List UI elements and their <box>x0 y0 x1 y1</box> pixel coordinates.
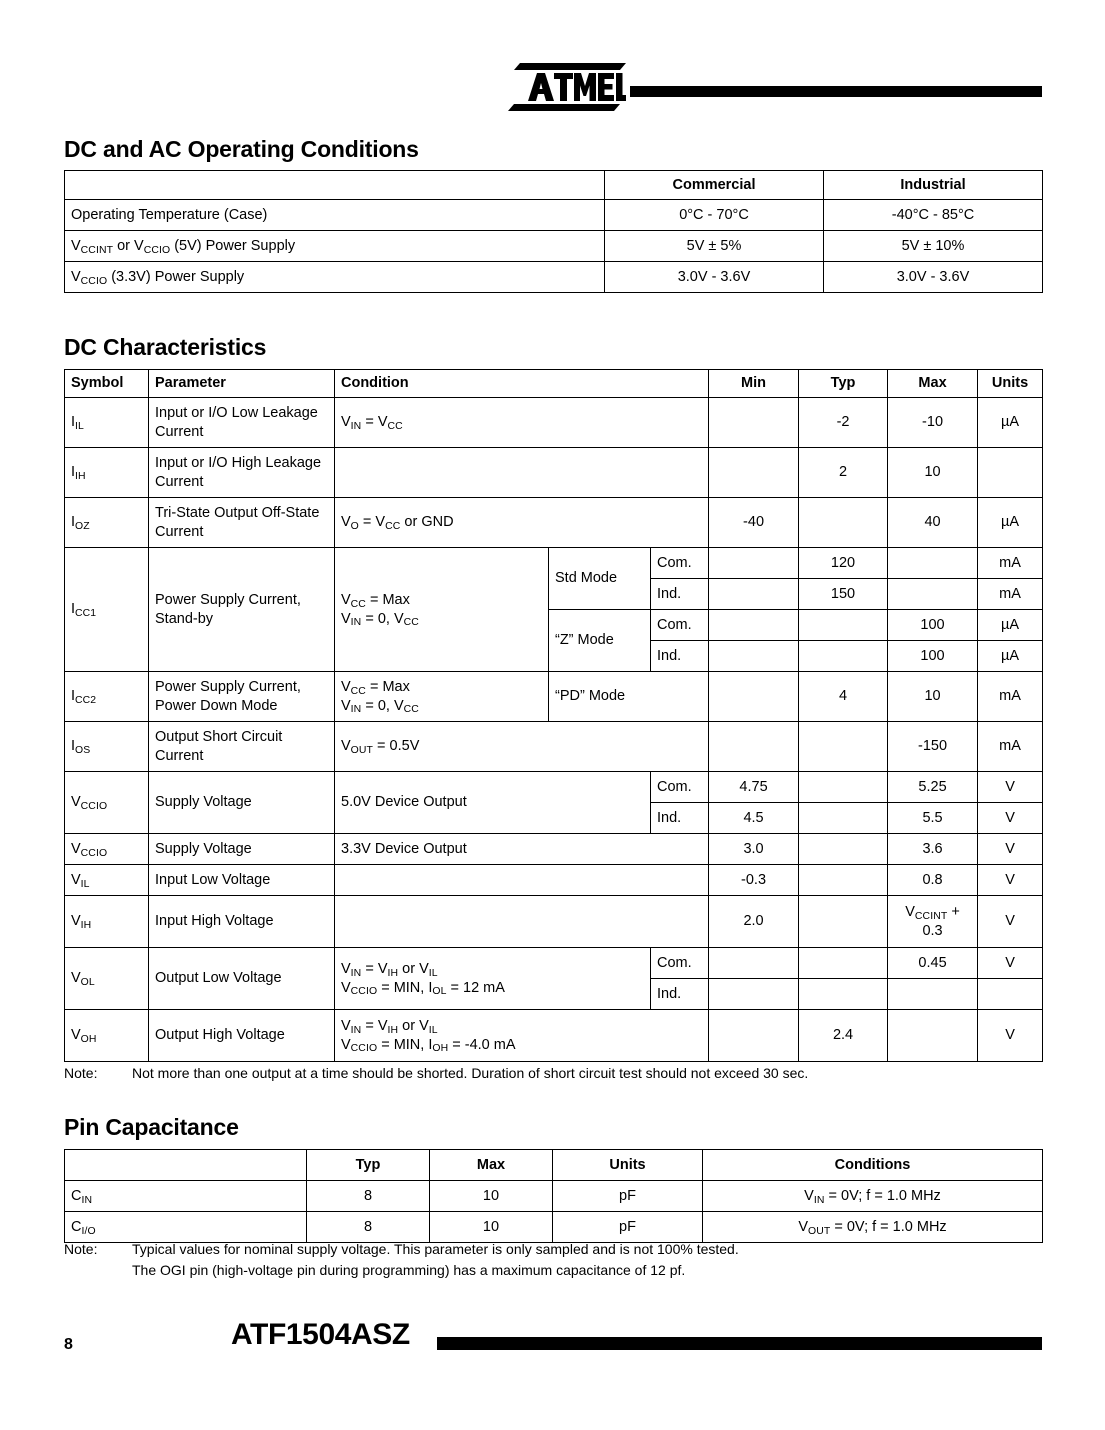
cell-condition: 3.3V Device Output <box>335 834 709 865</box>
cell-units: mA <box>978 548 1043 579</box>
cell-parameter: Output Low Voltage <box>149 948 335 1010</box>
cell-typ <box>799 772 888 803</box>
table-row-header <box>65 370 1043 398</box>
table-row <box>65 672 1043 722</box>
cell-units: V <box>978 803 1043 834</box>
col-header-units: Units <box>978 370 1043 398</box>
note-label: Note: <box>64 1065 98 1081</box>
row-label: $V_{CCIO}$ (3.3V) Power Supply <box>65 262 605 293</box>
col-header-max: Max <box>430 1150 553 1181</box>
cell-min <box>709 448 799 498</box>
cell-max <box>888 579 978 610</box>
table-row <box>65 865 1043 896</box>
table-row <box>65 200 1043 231</box>
cell-typ <box>799 641 888 672</box>
cell-units: V <box>978 896 1043 948</box>
col-header-max: Max <box>888 370 978 398</box>
cell-max: 10 <box>888 448 978 498</box>
cell-parameter: Power Supply Current, Power Down Mode <box>149 672 335 722</box>
cell-condition: $V_{IN} = V_{IH}$ or $V_{IL}$ $V_{CCIO}$ = MIN, $I_{OH} = -4.0$ mA <box>335 1010 709 1062</box>
table-row <box>65 834 1043 865</box>
cell-max: 100 <box>888 610 978 641</box>
cell-typ <box>799 948 888 979</box>
cell-condition: $V_O = V_{CC}$ or GND <box>335 498 709 548</box>
cell-parameter: Input Low Voltage <box>149 865 335 896</box>
cell-max: 5.5 <box>888 803 978 834</box>
col-header-industrial: Industrial <box>824 171 1043 200</box>
cell-min: 2.0 <box>709 896 799 948</box>
page-footer <box>0 1318 1105 1368</box>
cell-parameter: Tri-State Output Off-State Current <box>149 498 335 548</box>
cell-commercial: 5V ± 5% <box>605 231 824 262</box>
cell-typ: 8 <box>307 1181 430 1212</box>
cell-max: 5.25 <box>888 772 978 803</box>
cell-mode: “Z” Mode <box>549 610 651 672</box>
cell-parameter: Input High Voltage <box>149 896 335 948</box>
cell-typ: 120 <box>799 548 888 579</box>
cell-subset: Com. <box>651 772 709 803</box>
table-row <box>65 498 1043 548</box>
col-header-typ: Typ <box>307 1150 430 1181</box>
table-row <box>65 398 1043 448</box>
cell-subset: Com. <box>651 948 709 979</box>
atmel-logo-icon <box>508 62 626 112</box>
section-title-dc-ac-operating-conditions: DC and AC Operating Conditions <box>64 136 419 162</box>
cell-max: 0.45 <box>888 948 978 979</box>
cell-symbol: $I_{CC1}$ <box>65 548 149 672</box>
cell-condition: $V_{OUT} = 0.5V$ <box>335 722 709 772</box>
header-rule <box>630 86 1042 97</box>
table-row <box>65 722 1043 772</box>
cell-condition: $V_{IN} = V_{IH}$ or $V_{IL}$ $V_{CCIO}$ = MIN, $I_{OL} = 12$ mA <box>335 948 651 1010</box>
part-number-label: ATF1504ASZ <box>231 1318 410 1351</box>
cell-units: µA <box>978 641 1043 672</box>
note-label: Note: <box>64 1241 98 1257</box>
table-row <box>65 448 1043 498</box>
table-pin-capacitance <box>64 1149 1043 1243</box>
cell-symbol: $V_{CCIO}$ <box>65 834 149 865</box>
cell-symbol: $I_{IH}$ <box>65 448 149 498</box>
table-row <box>65 896 1043 948</box>
note-dc-characteristics <box>64 1063 808 1084</box>
cell-conditions: $V_{OUT} = 0V$; f = 1.0 MHz <box>703 1212 1043 1243</box>
cell-subset: Ind. <box>651 641 709 672</box>
table-row <box>65 772 1043 803</box>
cell-typ <box>799 722 888 772</box>
cell-industrial: 5V ± 10% <box>824 231 1043 262</box>
cell-units: V <box>978 834 1043 865</box>
cell-max: 10 <box>430 1212 553 1243</box>
cell-units: µA <box>978 610 1043 641</box>
row-label: Operating Temperature (Case) <box>65 200 605 231</box>
table-row <box>65 231 1043 262</box>
cell-max: 10 <box>888 672 978 722</box>
cell-condition: $V_{IN} = V_{CC}$ <box>335 398 709 448</box>
cell-commercial: 3.0V - 3.6V <box>605 262 824 293</box>
cell-symbol: $I_{OS}$ <box>65 722 149 772</box>
cell-units: pF <box>553 1212 703 1243</box>
col-header-min: Min <box>709 370 799 398</box>
col-header-parameter: Parameter <box>149 370 335 398</box>
cell-typ <box>799 865 888 896</box>
cell-units: V <box>978 948 1043 979</box>
cell-typ <box>799 610 888 641</box>
cell-parameter: Input or I/O High Leakage Current <box>149 448 335 498</box>
cell-max: 0.8 <box>888 865 978 896</box>
cell-condition <box>335 896 709 948</box>
cell-typ: 150 <box>799 579 888 610</box>
cell-symbol: $V_{OH}$ <box>65 1010 149 1062</box>
cell-symbol: $I_{OZ}$ <box>65 498 149 548</box>
cell-min: -40 <box>709 498 799 548</box>
note-pin-capacitance <box>64 1239 739 1281</box>
section-title-dc-characteristics: DC Characteristics <box>64 334 267 360</box>
cell-max: 3.6 <box>888 834 978 865</box>
col-header-units: Units <box>553 1150 703 1181</box>
cell-symbol: $V_{OL}$ <box>65 948 149 1010</box>
cell-mode: “PD” Mode <box>549 672 709 722</box>
page-number: 8 <box>64 1336 73 1353</box>
cell-symbol: $C_{I/O}$ <box>65 1212 307 1243</box>
cell-typ <box>799 834 888 865</box>
cell-symbol: $V_{IL}$ <box>65 865 149 896</box>
cell-industrial: -40°C - 85°C <box>824 200 1043 231</box>
cell-typ: 8 <box>307 1212 430 1243</box>
cell-min <box>709 948 799 979</box>
cell-units: µA <box>978 498 1043 548</box>
cell-max: -10 <box>888 398 978 448</box>
cell-units: mA <box>978 722 1043 772</box>
cell-min: 4.5 <box>709 803 799 834</box>
col-header-typ: Typ <box>799 370 888 398</box>
cell-max <box>888 548 978 579</box>
note-text-line2: The OGI pin (high-voltage pin during programming) has a maximum capacitance of 12 pf. <box>132 1262 686 1278</box>
cell-symbol: $V_{CCIO}$ <box>65 772 149 834</box>
col-header-conditions: Conditions <box>703 1150 1043 1181</box>
cell-units: V <box>978 772 1043 803</box>
table-row <box>65 1212 1043 1243</box>
cell-min: 3.0 <box>709 834 799 865</box>
cell-parameter: Output Short Circuit Current <box>149 722 335 772</box>
cell-units: µA <box>978 398 1043 448</box>
cell-min: 4.75 <box>709 772 799 803</box>
cell-symbol: $I_{IL}$ <box>65 398 149 448</box>
cell-units: V <box>978 1010 1043 1062</box>
cell-condition: $V_{CC}$ = Max $V_{IN} = 0$, $V_{CC}$ <box>335 548 549 672</box>
table-dc-characteristics <box>64 369 1043 1062</box>
cell-condition: $V_{CC}$ = Max $V_{IN} = 0$, $V_{CC}$ <box>335 672 549 722</box>
col-header-commercial: Commercial <box>605 171 824 200</box>
cell-typ <box>799 896 888 948</box>
cell-subset: Ind. <box>651 579 709 610</box>
table-row-header <box>65 1150 1043 1181</box>
cell-subset: Com. <box>651 610 709 641</box>
cell-mode: Std Mode <box>549 548 651 610</box>
cell-condition <box>335 865 709 896</box>
table-operating-conditions <box>64 170 1043 293</box>
col-header-condition: Condition <box>335 370 709 398</box>
cell-units: mA <box>978 579 1043 610</box>
table-row <box>65 548 1043 579</box>
cell-typ: -2 <box>799 398 888 448</box>
cell-parameter: Supply Voltage <box>149 772 335 834</box>
cell-parameter: Power Supply Current, Stand-by <box>149 548 335 672</box>
col-header-symbol: Symbol <box>65 370 149 398</box>
cell-conditions: $V_{IN} = 0V$; f = 1.0 MHz <box>703 1181 1043 1212</box>
cell-max: 100 <box>888 641 978 672</box>
cell-min: -0.3 <box>709 865 799 896</box>
cell-min <box>709 579 799 610</box>
cell-units: V <box>978 865 1043 896</box>
note-text: Not more than one output at a time should be shorted. Duration of short circuit test should not exceed 30 sec. <box>132 1065 809 1081</box>
cell-units <box>978 979 1043 1010</box>
cell-commercial: 0°C - 70°C <box>605 200 824 231</box>
cell-min <box>709 398 799 448</box>
cell-min <box>709 722 799 772</box>
table-row <box>65 1010 1043 1062</box>
cell-max <box>888 979 978 1010</box>
col-header-blank <box>65 171 605 200</box>
cell-min <box>709 548 799 579</box>
cell-subset: Com. <box>651 548 709 579</box>
table-row-header <box>65 171 1043 200</box>
cell-typ: 2.4 <box>799 1010 888 1062</box>
cell-parameter: Output High Voltage <box>149 1010 335 1062</box>
table-row <box>65 262 1043 293</box>
cell-typ: 2 <box>799 448 888 498</box>
cell-condition <box>335 448 709 498</box>
cell-max <box>888 1010 978 1062</box>
cell-typ <box>799 803 888 834</box>
cell-condition: 5.0V Device Output <box>335 772 651 834</box>
cell-max: $V_{CCINT}$ + 0.3 <box>888 896 978 948</box>
table-row <box>65 948 1043 979</box>
cell-parameter: Supply Voltage <box>149 834 335 865</box>
cell-units: mA <box>978 672 1043 722</box>
section-title-pin-capacitance: Pin Capacitance <box>64 1114 239 1140</box>
cell-symbol: $C_{IN}$ <box>65 1181 307 1212</box>
cell-typ: 4 <box>799 672 888 722</box>
cell-max: 40 <box>888 498 978 548</box>
cell-units <box>978 448 1043 498</box>
cell-symbol: $V_{IH}$ <box>65 896 149 948</box>
page-header <box>0 30 1105 100</box>
cell-max: -150 <box>888 722 978 772</box>
cell-symbol: $I_{CC2}$ <box>65 672 149 722</box>
footer-rule <box>437 1337 1042 1350</box>
table-row <box>65 1181 1043 1212</box>
col-header-blank <box>65 1150 307 1181</box>
cell-typ <box>799 979 888 1010</box>
cell-typ <box>799 498 888 548</box>
cell-min <box>709 641 799 672</box>
cell-subset: Ind. <box>651 803 709 834</box>
cell-min <box>709 979 799 1010</box>
cell-min <box>709 610 799 641</box>
cell-max: 10 <box>430 1181 553 1212</box>
cell-units: pF <box>553 1181 703 1212</box>
cell-subset: Ind. <box>651 979 709 1010</box>
cell-min <box>709 672 799 722</box>
cell-min <box>709 1010 799 1062</box>
cell-parameter: Input or I/O Low Leakage Current <box>149 398 335 448</box>
note-text-line1: Typical values for nominal supply voltage. This parameter is only sampled and is not 100% tested. <box>132 1241 739 1257</box>
cell-industrial: 3.0V - 3.6V <box>824 262 1043 293</box>
row-label: $V_{CCINT}$ or $V_{CCIO}$ (5V) Power Supply <box>65 231 605 262</box>
